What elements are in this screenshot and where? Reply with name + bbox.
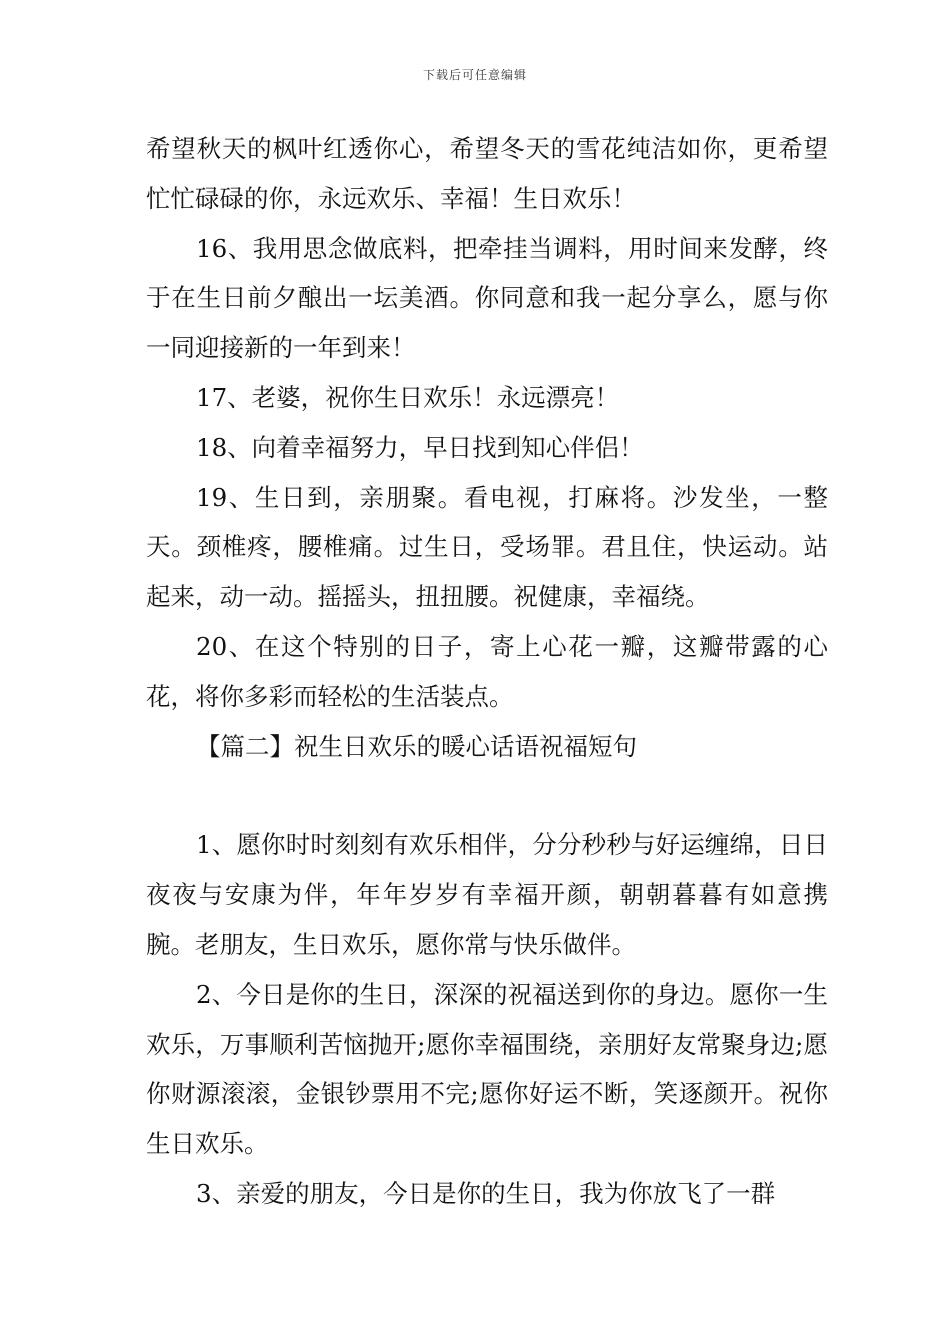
paragraph-continuation: 希望秋天的枫叶红透你心，希望冬天的雪花纯洁如你，更希望忙忙碌碌的你，永远欢乐、幸福！生日欢乐！ bbox=[146, 134, 828, 213]
paragraph-item-2: 2、今日是你的生日，深深的祝福送到你的身边。愿你一生欢乐，万事顺利苦恼抛开;愿你幸福围绕，亲朋好友常聚身边;愿你财源滚滚，金银钞票用不完;愿你好运不断，笑逐颜开。祝你生日欢乐。 bbox=[146, 979, 828, 1159]
section-title: 【篇二】祝生日欢乐的暖心话语祝福短句 bbox=[196, 731, 637, 761]
page-header: 下载后可任意编辑 bbox=[422, 68, 527, 82]
paragraph-item-1: 1、愿你时时刻刻有欢乐相伴，分分秒秒与好运缠绵，日日夜夜与安康为伴，年年岁岁有幸福开颜，朝朝暮暮有如意携腕。老朋友，生日欢乐，愿你常与快乐做伴。 bbox=[146, 830, 828, 959]
paragraph-item-18: 18、向着幸福努力，早日找到知心伴侣！ bbox=[196, 432, 644, 462]
document-body bbox=[146, 124, 828, 1219]
paragraph-item-17: 17、老婆，祝你生日欢乐！永远漂亮！ bbox=[196, 382, 620, 412]
paragraph-item-20: 20、在这个特别的日子，寄上心花一瓣，这瓣带露的心花，将你多彩而轻松的生活装点。 bbox=[146, 631, 828, 711]
section-spacer bbox=[146, 771, 828, 820]
paragraph-item-3: 3、亲爱的朋友，今日是你的生日，我为你放飞了一群 bbox=[196, 1178, 776, 1208]
paragraph-item-19: 19、生日到，亲朋聚。看电视，打麻将。沙发坐，一整天。颈椎疼，腰椎痛。过生日，受场罪。君且住，快运动。站起来，动一动。摇摇头，扭扭腰。祝健康，幸福绕。 bbox=[146, 482, 828, 612]
paragraph-item-16: 16、我用思念做底料，把牵挂当调料，用时间来发酵，终于在生日前夕酿出一坛美酒。你同意和我一起分享么，愿与你一同迎接新的一年到来！ bbox=[146, 233, 828, 363]
